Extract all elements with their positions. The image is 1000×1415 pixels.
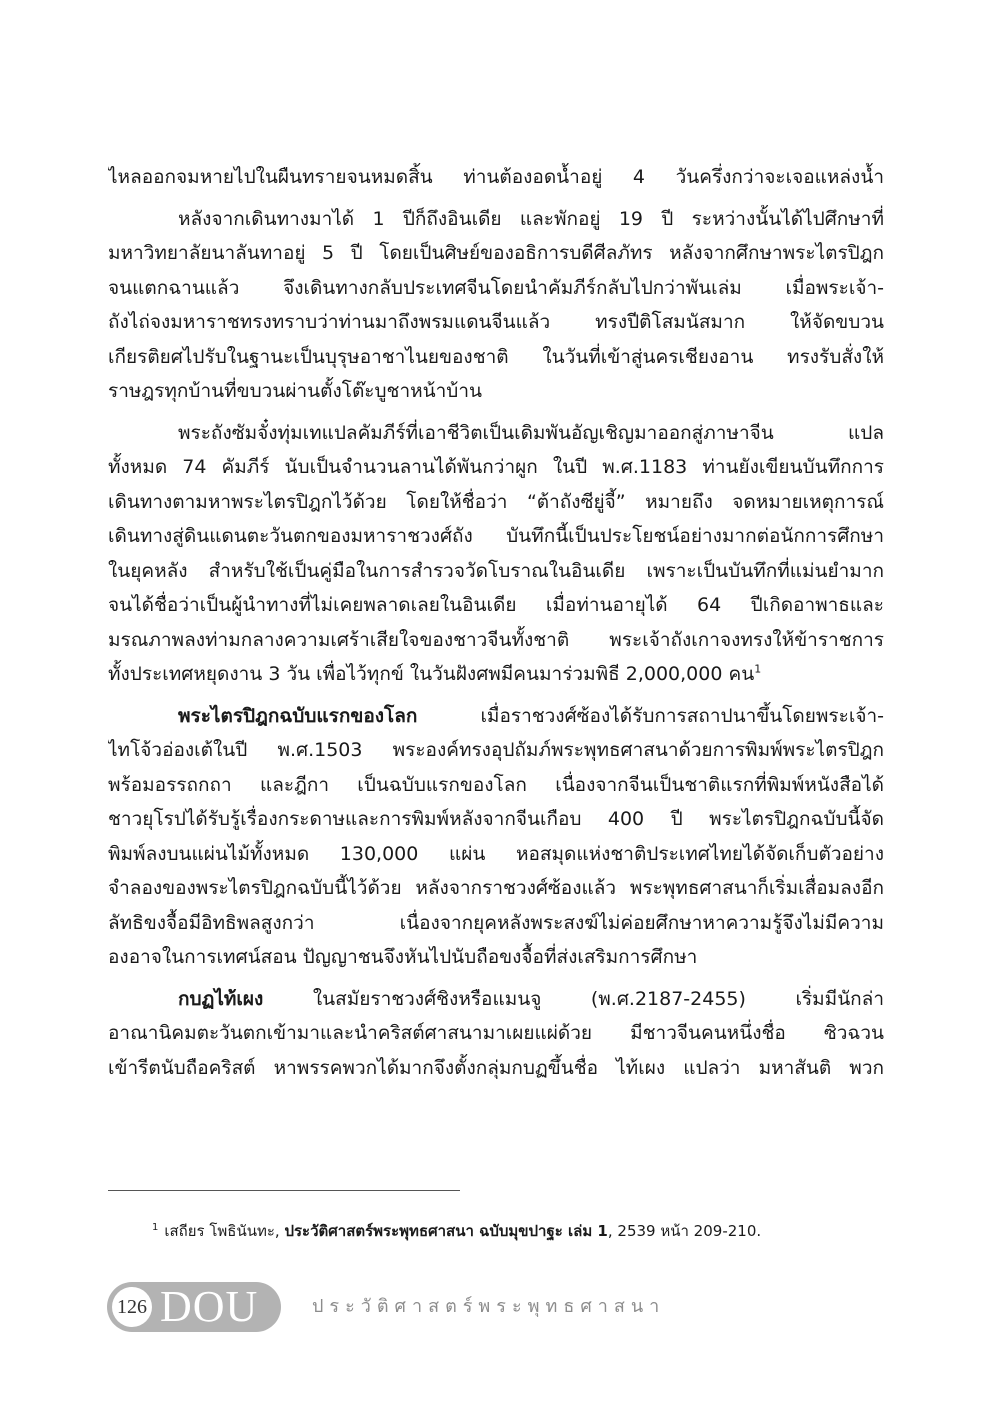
paragraph-line: พระถังซัมจั๋งทุ่มเทแปลคัมภีร์ที่เอาชีวิตเป็นเดิมพันอัญเชิญมาออกสู่ภาษาจีน แปล	[178, 421, 884, 444]
paragraph-line: องอาจในการเทศน์สอน ปัญญาชนจึงหันไปนับถือขงจื้อที่ส่งเสริมการศึกษา	[108, 946, 698, 968]
footnote-title: ประวัติศาสตร์พระพุทธศาสนา ฉบับมุขปาฐะ เล่ม 1	[284, 1222, 608, 1240]
footnote-number: 1	[152, 1222, 159, 1233]
paragraph-line: เกียรติยศไปรับในฐานะเป็นบุรุษอาชาไนยของชาติ ในวันที่เข้าสู่นครเชียงอาน ทรงรับสั่งให้	[108, 345, 884, 368]
paragraph-line: ลัทธิขงจื้อมีอิทธิพลสูงกว่า เนื่องจากยุคหลังพระสงฆ์ไม่ค่อยศึกษาหาความรู้จึงไม่มีความ	[108, 911, 884, 934]
paragraph-line: เดินทางสู่ดินแดนตะวันตกของมหาราชวงศ์ถัง บันทึกนี้เป็นประโยชน์อย่างมากต่อนักการศึกษา	[108, 525, 884, 547]
paragraph-line: ชาวยุโรปได้รับรู้เรื่องกระดาษและการพิมพ์หลังจากจีนเกือบ 400 ปี พระไตรปิฎกฉบับนี้จัด	[108, 808, 884, 830]
paragraph-line: อาณานิคมตะวันตกเข้ามาและนำคริสต์ศาสนามาเผยแผ่ด้วย มีชาวจีนคนหนึ่งชื่อ ซิวฉวน	[108, 1022, 884, 1044]
page-number: 126	[112, 1287, 152, 1327]
paragraph-line: จนได้ชื่อว่าเป็นผู้นำทางที่ไม่เคยพลาดเลยในอินเดีย เมื่อท่านอายุได้ 64 ปีเกิดอาพาธและ	[108, 594, 884, 616]
paragraph-line-text: เมื่อราชวงศ์ซ้องได้รับการสถาปนาขึ้นโดยพระเจ้า-	[480, 704, 884, 727]
paragraph-line: หลังจากเดินทางมาได้ 1 ปีก็ถึงอินเดีย และพักอยู่ 19 ปี ระหว่างนั้นได้ไปศึกษาที่	[178, 207, 884, 230]
paragraph-line: ราษฎรทุกบ้านที่ขบวนผ่านตั้งโต๊ะบูชาหน้าบ้าน	[108, 380, 483, 402]
paragraph-line: พร้อมอรรถกถา และฎีกา เป็นฉบับแรกของโลก เนื่องจากจีนเป็นชาติแรกที่พิมพ์หนังสือได้	[108, 773, 884, 796]
footnote-divider	[108, 1190, 460, 1191]
paragraph-line: ถังไถ่จงมหาราชทรงทราบว่าท่านมาถึงพรมแดนจีนแล้ว ทรงปีติโสมนัสมาก ให้จัดขบวน	[108, 311, 884, 333]
inline-heading-taiping: กบฏไท้เผง	[178, 987, 264, 1010]
footnote	[152, 1220, 761, 1242]
paragraph-line: มหาวิทยาลัยนาลันทาอยู่ 5 ปี โดยเป็นศิษย์ของอธิการบดีศีลภัทร หลังจากศึกษาพระไตรปิฎก	[108, 242, 884, 264]
paragraph-line-with-footnote	[108, 657, 884, 692]
footnote-author: เสถียร โพธินันทะ,	[164, 1222, 280, 1240]
paragraph-line: จนแตกฉานแล้ว จึงเดินทางกลับประเทศจีนโดยนำคัมภีร์กลับไปกว่าพันเล่ม เมื่อพระเจ้า-	[108, 276, 884, 299]
main-text	[108, 160, 884, 1085]
inline-heading-tripitaka: พระไตรปิฎกฉบับแรกของโลก	[178, 704, 418, 727]
paragraph-line: ไทโจ้วอ่องเต้ในปี พ.ศ.1503 พระองค์ทรงอุปถัมภ์พระพุทธศาสนาด้วยการพิมพ์พระไตรปิฎก	[108, 739, 884, 761]
paragraph-line-text: ทั้งประเทศหยุดงาน 3 วัน เพื่อไว้ทุกข์ ในวันฝังศพมีคนมาร่วมพิธี 2,000,000 คน	[108, 663, 755, 685]
paragraph-line-with-heading	[108, 982, 884, 1017]
paragraph-line-with-heading	[108, 699, 884, 734]
paragraph-line: มรณภาพลงท่ามกลางความเศร้าเสียใจของชาวจีนทั้งชาติ พระเจ้าถังเกาจงทรงให้ข้าราชการ	[108, 628, 884, 651]
running-book-title: ประวัติศาสตร์พระพุทธศาสนา	[312, 1296, 666, 1317]
paragraph-line: ไหลออกจมหายไปในผืนทรายจนหมดสิ้น ท่านต้องอดน้ำอยู่ 4 วันครึ่งกว่าจะเจอแหล่งน้ำ	[108, 166, 884, 188]
paragraph-line: ในยุคหลัง สำหรับใช้เป็นคู่มือในการสำรวจวัดโบราณในอินเดีย เพราะเป็นบันทึกที่แม่นยำมาก	[108, 559, 884, 582]
paragraph-line: เข้ารีตนับถือคริสต์ หาพรรคพวกได้มากจึงตั้งกลุ่มกบฏขึ้นชื่อ ไท้เผง แปลว่า มหาสันติ พวก	[108, 1056, 884, 1079]
paragraph-line: ทั้งหมด 74 คัมภีร์ นับเป็นจำนวนลานได้พันกว่าผูก ในปี พ.ศ.1183 ท่านยังเขียนบันทึกการ	[108, 456, 884, 478]
paragraph-line: พิมพ์ลงบนแผ่นไม้ทั้งหมด 130,000 แผ่น หอสมุดแห่งชาติประเทศไทยได้จัดเก็บตัวอย่าง	[108, 842, 884, 865]
paragraph-line: จำลองของพระไตรปิฎกฉบับนี้ไว้ด้วย หลังจากราชวงศ์ซ้องแล้ว พระพุทธศาสนาก็เริ่มเสื่อมลงอีก	[108, 877, 884, 899]
dou-logo: DOU	[160, 1282, 259, 1331]
paragraph-line-text: ในสมัยราชวงศ์ชิงหรือแมนจู (พ.ศ.2187-2455) เริ่มมีนักล่า	[312, 987, 884, 1010]
footnote-details: , 2539 หน้า 209-210.	[607, 1222, 762, 1240]
paragraph-line: เดินทางตามหาพระไตรปิฎกไว้ด้วย โดยให้ชื่อว่า “ต้าถังซียู่จี้” หมายถึง จดหมายเหตุการณ์	[108, 490, 884, 513]
footnote-reference[interactable]: 1	[754, 662, 762, 676]
